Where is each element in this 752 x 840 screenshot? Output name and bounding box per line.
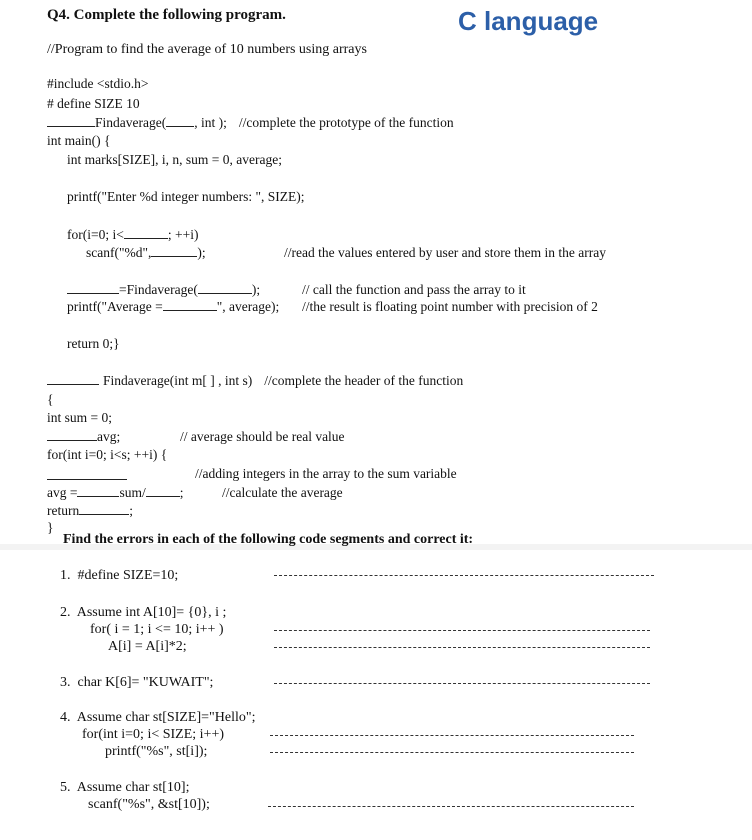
error-item-1: 1. #define SIZE=10; (60, 568, 179, 583)
errors-title: Find the errors in each of the following code segments and correct it: (63, 532, 474, 547)
code-line-declare: int marks[SIZE], i, n, sum = 0, average; (67, 152, 282, 167)
code-line-for (67, 227, 198, 243)
code-line-printf: printf("Enter %d integer numbers: ", SIZE); (67, 189, 305, 204)
code-text: avg; (97, 429, 121, 444)
code-line-main: int main() { (47, 133, 111, 148)
error-item-2: 2. Assume int A[10]= {0}, i ; (60, 605, 227, 620)
code-text: printf("Average = (67, 299, 163, 314)
fill-blank (47, 468, 127, 480)
error-item-5-line-2: scanf("%s", &st[10]); (88, 797, 210, 812)
code-comment-read: //read the values entered by user and store them in the array (284, 245, 606, 260)
fill-blank (198, 282, 252, 294)
error-item-2-line-2: for( i = 1; i <= 10; i++ ) (90, 622, 224, 637)
code-text: Findaverage( (95, 115, 167, 130)
code-comment-calc: //calculate the average (222, 485, 343, 500)
error-item-5: 5. Assume char st[10]; (60, 780, 190, 795)
code-text: ; (179, 485, 184, 500)
error-item-4: 4. Assume char st[SIZE]="Hello"; (60, 710, 256, 725)
code-line-prototype (47, 115, 454, 131)
code-comment-avg: // average should be real value (180, 429, 345, 444)
code-text: avg = (47, 485, 78, 500)
code-comment: //complete the header of the function (264, 373, 464, 388)
code-comment-adding: //adding integers in the array to the sum variable (195, 466, 457, 481)
fill-blank (163, 299, 217, 311)
code-line-loop: for(int i=0; i<s; ++i) { (47, 447, 168, 462)
code-text: return (47, 503, 80, 518)
fill-blank (47, 373, 99, 385)
code-line-call (67, 282, 260, 298)
code-line-sum: int sum = 0; (47, 410, 112, 425)
code-line-scanf (86, 245, 206, 261)
code-text: ); (197, 245, 206, 260)
error-item-2-line-3: A[i] = A[i]*2; (108, 639, 187, 654)
code-line-return: return 0;} (67, 336, 120, 351)
code-line-avg-calc (47, 485, 184, 501)
brand-title: C language (458, 6, 599, 36)
code-text: scanf("%d", (86, 245, 152, 260)
error-item-4-line-2: for(int i=0; i< SIZE; i++) (82, 727, 225, 742)
answer-line (270, 735, 634, 736)
code-text: , int ); (194, 115, 227, 130)
fill-blank (67, 282, 119, 294)
fill-blank (47, 115, 95, 127)
code-line-header (47, 373, 463, 389)
fill-blank (166, 115, 194, 127)
code-line-brace-open: { (47, 392, 54, 407)
question-title: Q4. Complete the following program. (47, 7, 286, 23)
fill-blank (47, 429, 97, 441)
code-text: ", average); (216, 299, 280, 314)
code-line-brace-close: } (47, 520, 54, 535)
code-text: for(i=0; i< (67, 227, 124, 242)
code-text: ; ++i) (167, 227, 199, 242)
code-text: ; (129, 503, 133, 518)
answer-line (268, 806, 634, 807)
code-line-avg (47, 429, 120, 445)
code-text: =Findaverage( (119, 282, 198, 297)
program-comment: //Program to find the average of 10 numbers using arrays (47, 42, 367, 57)
code-line-print-avg (67, 299, 279, 315)
error-item-3: 3. char K[6]= "KUWAIT"; (60, 675, 214, 690)
fill-blank (146, 485, 180, 497)
answer-line (274, 630, 650, 631)
code-comment-call: // call the function and pass the array to it (302, 282, 526, 297)
code-comment-precision: //the result is floating point number with precision of 2 (302, 299, 598, 314)
answer-line (274, 575, 654, 576)
fill-blank (124, 227, 168, 239)
fill-blank (79, 503, 129, 515)
answer-line (270, 752, 634, 753)
code-text: Findaverage(int m[ ] , int s) (103, 373, 253, 388)
answer-line (274, 683, 650, 684)
answer-line (274, 647, 650, 648)
code-text: sum/ (119, 485, 146, 500)
code-comment: //complete the prototype of the function (238, 115, 454, 130)
code-text: ); (251, 282, 261, 297)
fill-blank (77, 485, 119, 497)
code-line-define: # define SIZE 10 (47, 96, 140, 111)
code-line-return-avg (47, 503, 133, 519)
fill-blank (151, 245, 197, 257)
code-line-include: #include <stdio.h> (47, 76, 149, 91)
error-item-4-line-3: printf("%s", st[i]); (105, 744, 208, 759)
